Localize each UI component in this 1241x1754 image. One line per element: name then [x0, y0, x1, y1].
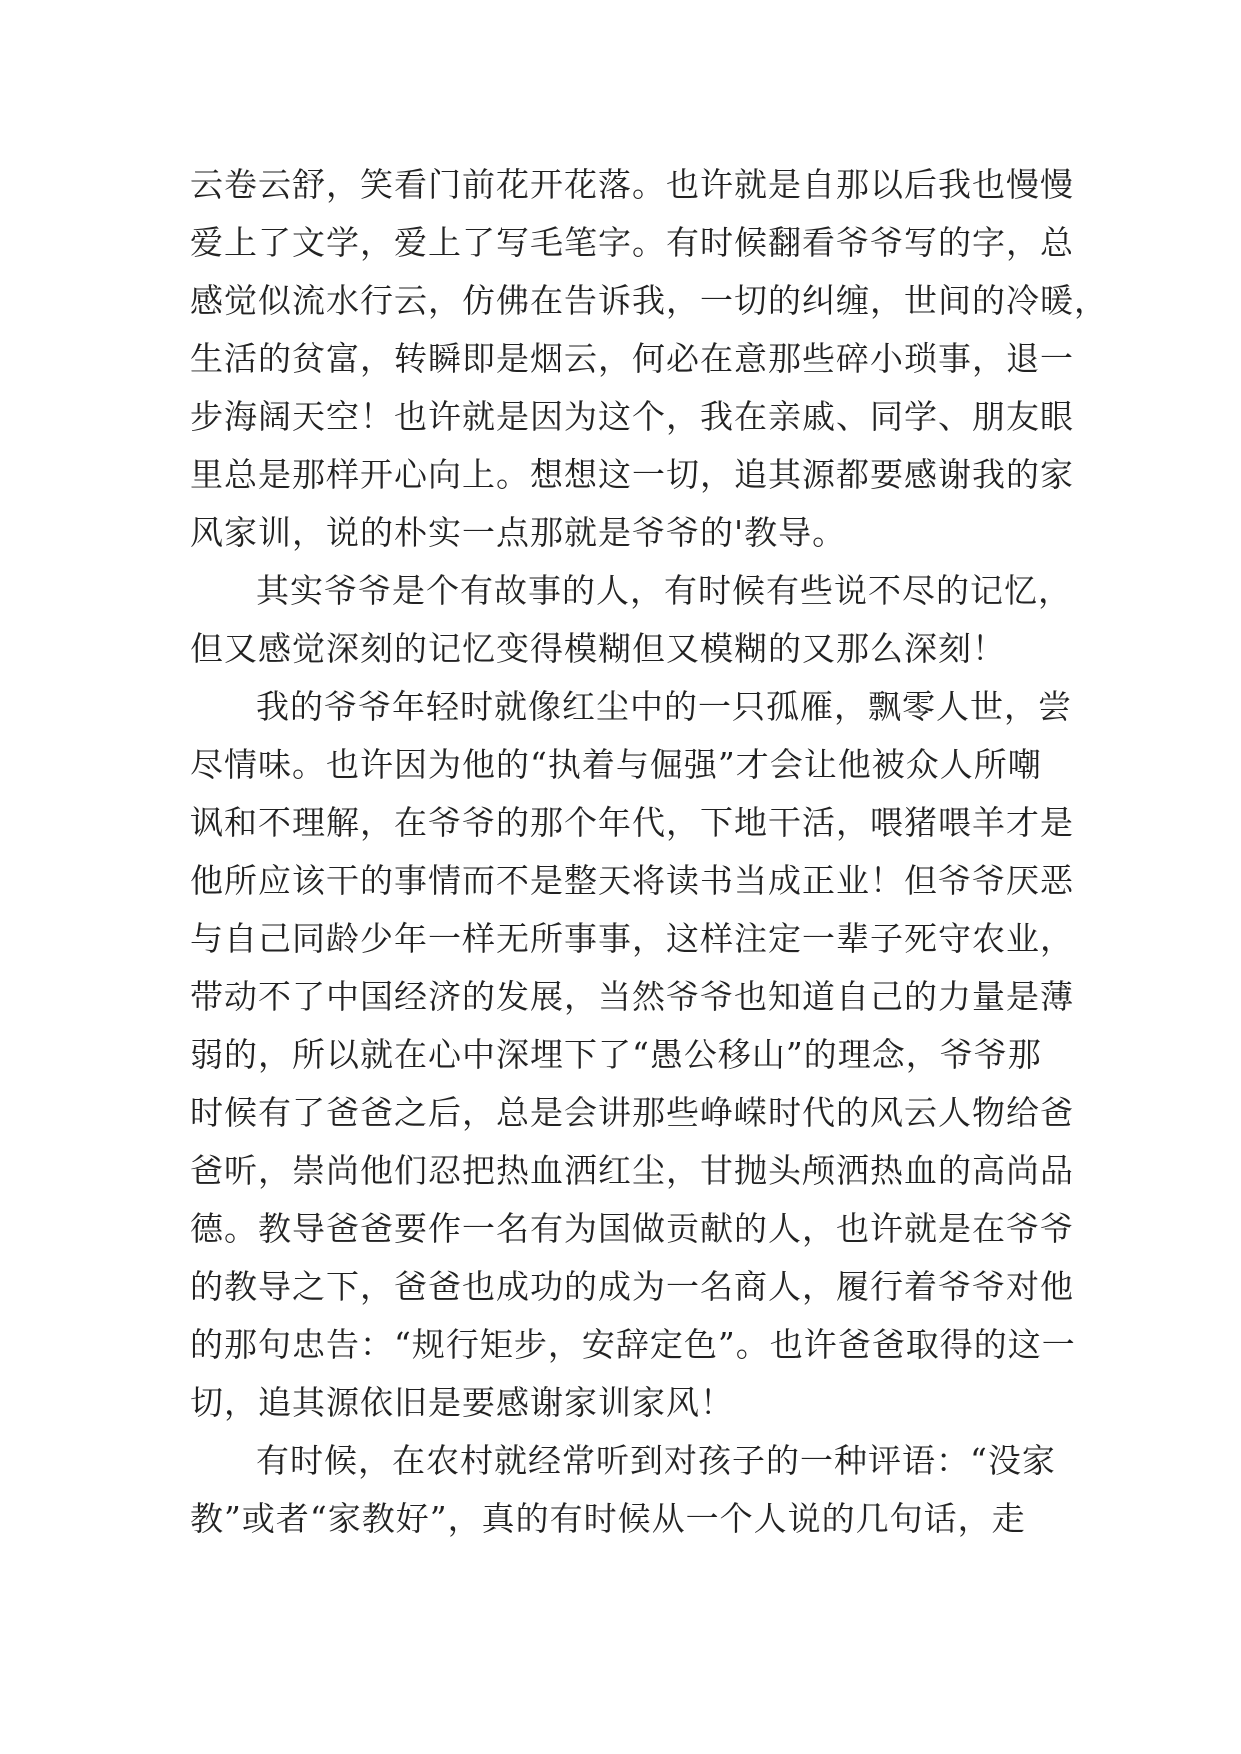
text-line: 步海阔天空！也许就是因为这个，我在亲戚、同学、朋友眼	[190, 397, 1074, 436]
paragraph-start-line: 我的爷爷年轻时就像红尘中的一只孤雁，飘零人世，尝	[256, 687, 1072, 726]
text-line: 但又感觉深刻的记忆变得模糊但又模糊的又那么深刻！	[190, 629, 1006, 668]
text-line: 切，追其源依旧是要感谢家训家风！	[190, 1383, 734, 1422]
text-line: 风家训，说的朴实一点那就是爷爷的'教导。	[190, 513, 847, 552]
text-line: 尽情味。也许因为他的“执着与倔强”才会让他被众人所嘲	[190, 745, 1042, 784]
text-line: 教”或者“家教好”，真的有时候从一个人说的几句话，走	[190, 1499, 1026, 1538]
body-text	[190, 156, 1108, 1548]
text-line: 弱的，所以就在心中深埋下了“愚公移山”的理念，爷爷那	[190, 1035, 1042, 1074]
text-line: 讽和不理解，在爷爷的那个年代，下地干活，喂猪喂羊才是	[190, 803, 1074, 842]
text-line: 时候有了爸爸之后，总是会讲那些峥嵘时代的风云人物给爸	[190, 1093, 1074, 1132]
paragraph-start-line: 其实爷爷是个有故事的人，有时候有些说不尽的记忆，	[256, 571, 1072, 610]
text-line: 云卷云舒，笑看门前花开花落。也许就是自那以后我也慢慢	[190, 165, 1074, 204]
text-line: 德。教导爸爸要作一名有为国做贡献的人，也许就是在爷爷	[190, 1209, 1074, 1248]
text-line: 生活的贫富，转瞬即是烟云，何必在意那些碎小琐事，退一	[190, 339, 1074, 378]
text-line: 爸听，崇尚他们忍把热血洒红尘，甘抛头颅洒热血的高尚品	[190, 1151, 1074, 1190]
paragraph-start-line: 有时候，在农村就经常听到对孩子的一种评语：“没家	[256, 1441, 1056, 1480]
text-line: 与自己同龄少年一样无所事事，这样注定一辈子死守农业，	[190, 919, 1074, 958]
text-line: 里总是那样开心向上。想想这一切，追其源都要感谢我的家	[190, 455, 1074, 494]
text-line: 带动不了中国经济的发展，当然爷爷也知道自己的力量是薄	[190, 977, 1074, 1016]
text-line: 爱上了文学，爱上了写毛笔字。有时候翻看爷爷写的字，总	[190, 223, 1074, 262]
text-line: 的那句忠告：“规行矩步，安辞定色”。也许爸爸取得的这一	[190, 1325, 1076, 1364]
text-line: 他所应该干的事情而不是整天将读书当成正业！但爷爷厌恶	[190, 861, 1074, 900]
text-line: 感觉似流水行云，仿佛在告诉我，一切的纠缠，世间的冷暖，	[190, 281, 1108, 320]
text-line: 的教导之下，爸爸也成功的成为一名商人，履行着爷爷对他	[190, 1267, 1074, 1306]
